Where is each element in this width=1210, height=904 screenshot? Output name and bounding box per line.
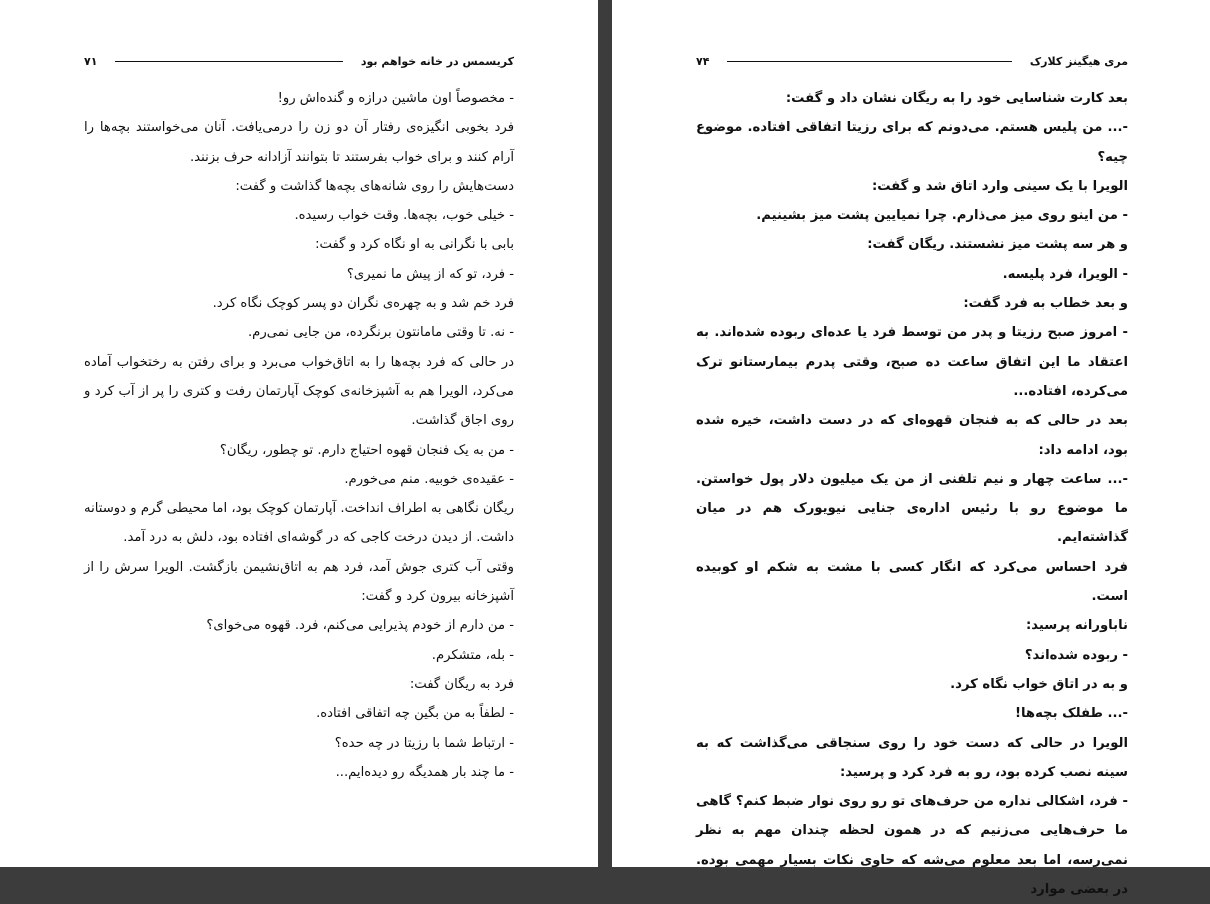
paragraph: و به در اتاق خواب نگاه کرد.: [950, 676, 1128, 692]
left-page: [0, 0, 598, 867]
paragraph: - فرد، تو که از پیش ما نمیری؟: [346, 266, 514, 282]
right-running-title: مری هیگینز کلارک: [1029, 54, 1128, 68]
paragraph: - من اینو روی میز می‌ذارم. چرا نمیایین پشت میز بشینیم.: [756, 208, 1128, 224]
paragraph: و هر سه پشت میز نشستند. ریگان گفت:: [867, 237, 1128, 253]
left-page-header: [84, 52, 514, 70]
paragraph: ریگان نگاهی به اطراف انداخت. آپارتمان کوچک بود، اما محیطی گرم و دوستانه داشت. از دیدن درخت کاجی که در گوشه‌ای افتاده بود، دلش به درد آمد.: [84, 501, 514, 546]
paragraph: - فرد، اشکالی نداره من حرف‌های تو رو روی نوار ضبط کنم؟ گاهی ما حرف‌هایی می‌زنیم که در همون لحظه چندان مهم به نظر نمی‌رسه، اما بعد معلوم می‌شه که حاوی نکات بسیار مهمی بوده. در بعضی موارد: [696, 794, 1128, 898]
paragraph: - ربوده شده‌اند؟: [1024, 647, 1128, 663]
paragraph: - من به یک فنجان قهوه احتیاج دارم. تو چطور، ریگان؟: [219, 442, 514, 458]
paragraph: ناباورانه پرسید:: [1025, 618, 1128, 634]
paragraph: وقتی آب کتری جوش آمد، فرد هم به اتاق‌نشیمن بازگشت. الویرا سرش را از آشپزخانه بیرون کرد و گفت:: [84, 559, 514, 605]
left-page-number: ۷۱: [84, 54, 98, 68]
left-page-body: [84, 84, 514, 787]
paragraph: - خیلی خوب، بچه‌ها. وقت خواب رسیده.: [294, 208, 514, 224]
paragraph: در حالی که فرد بچه‌ها را به اتاق‌خواب می‌برد و برای رفتن به رختخواب آماده می‌کرد، الویرا هم به آشپزخانه‌ی کوچک آپارتمان رفت و کتری را پر از آب کرد و روی اجاق گذاشت.: [84, 354, 514, 429]
paragraph: -... من پلیس هستم. می‌دونم که برای رزیتا اتفاقی افتاده. موضوع چیه؟: [696, 120, 1128, 165]
paragraph: -... ساعت چهار و نیم تلفنی از من یک میلیون دلار پول خواستن. ما موضوع رو با رئیس اداره‌ی جنایی نیویورک هم در میان گذاشته‌ایم.: [696, 471, 1128, 546]
paragraph: - ارتباط شما با رزیتا در چه حده؟: [334, 735, 514, 751]
page-gutter: [598, 0, 612, 867]
right-header-rule: [727, 61, 1011, 62]
left-running-title: کریسمس در خانه خواهم بود: [360, 54, 514, 68]
right-page-number: ۷۴: [696, 54, 710, 68]
paragraph: - الویرا، فرد پلیسه.: [1002, 266, 1128, 282]
paragraph: - لطفاً به من بگین چه اتفاقی افتاده.: [316, 706, 514, 722]
paragraph: فرد خم شد و به چهره‌ی نگران دو پسر کوچک نگاه کرد.: [212, 296, 514, 312]
paragraph: فرد بخوبی انگیزه‌ی رفتار آن دو زن را درمی‌یافت. آنان می‌خواستند بچه‌ها را آرام کنند و برای خواب بفرستند تا بتوانند آزادانه حرف بزنند.: [84, 120, 514, 165]
paragraph: - بله، متشکرم.: [431, 647, 514, 663]
paragraph: فرد به ریگان گفت:: [409, 676, 514, 692]
right-page-header: [696, 52, 1128, 70]
left-header-rule: [115, 61, 342, 62]
paragraph: الویرا با یک سینی وارد اتاق شد و گفت:: [871, 178, 1128, 194]
right-page: [612, 0, 1210, 898]
paragraph: بعد در حالی که به فنجان قهوه‌ای که در دست داشت، خیره شده بود، ادامه داد:: [696, 413, 1128, 458]
paragraph: - مخصوصاً اون ماشین درازه و گنده‌اش رو!: [277, 91, 514, 106]
paragraph: دست‌هایش را روی شانه‌های بچه‌ها گذاشت و گفت:: [235, 178, 514, 194]
paragraph: الویرا در حالی که دست خود را روی سنجاقی می‌گذاشت که به سینه نصب کرده بود، رو به فرد کرد و پرسید:: [696, 735, 1128, 780]
paragraph: -... طفلک بچه‌ها!: [1014, 706, 1128, 722]
paragraph: - ما چند بار همدیگه رو دیده‌ایم...: [335, 764, 514, 780]
paragraph: - نه. تا وقتی مامانتون برنگرده، من جایی نمی‌رم.: [247, 325, 514, 341]
paragraph: - عقیده‌ی خوبیه. منم می‌خورم.: [344, 471, 514, 487]
paragraph: بابی با نگرانی به او نگاه کرد و گفت:: [315, 237, 514, 253]
paragraph: فرد احساس می‌کرد که انگار کسی با مشت به شکم او کوبیده است.: [696, 559, 1128, 605]
right-page-body: [696, 84, 1128, 904]
paragraph: و بعد خطاب به فرد گفت:: [963, 296, 1128, 312]
paragraph: بعد کارت شناسایی خود را به ریگان نشان داد و گفت:: [785, 91, 1128, 106]
paragraph: - من دارم از خودم پذیرایی می‌کنم، فرد. قهوه می‌خوای؟: [206, 618, 514, 634]
paragraph: - امروز صبح رزیتا و پدر من توسط فرد یا عده‌ای ربوده شده‌اند. به اعتقاد ما این اتفاق ساعت ده صبح، وقتی پدرم بیمارستانو ترک می‌کرده، افتاده...: [696, 325, 1128, 399]
